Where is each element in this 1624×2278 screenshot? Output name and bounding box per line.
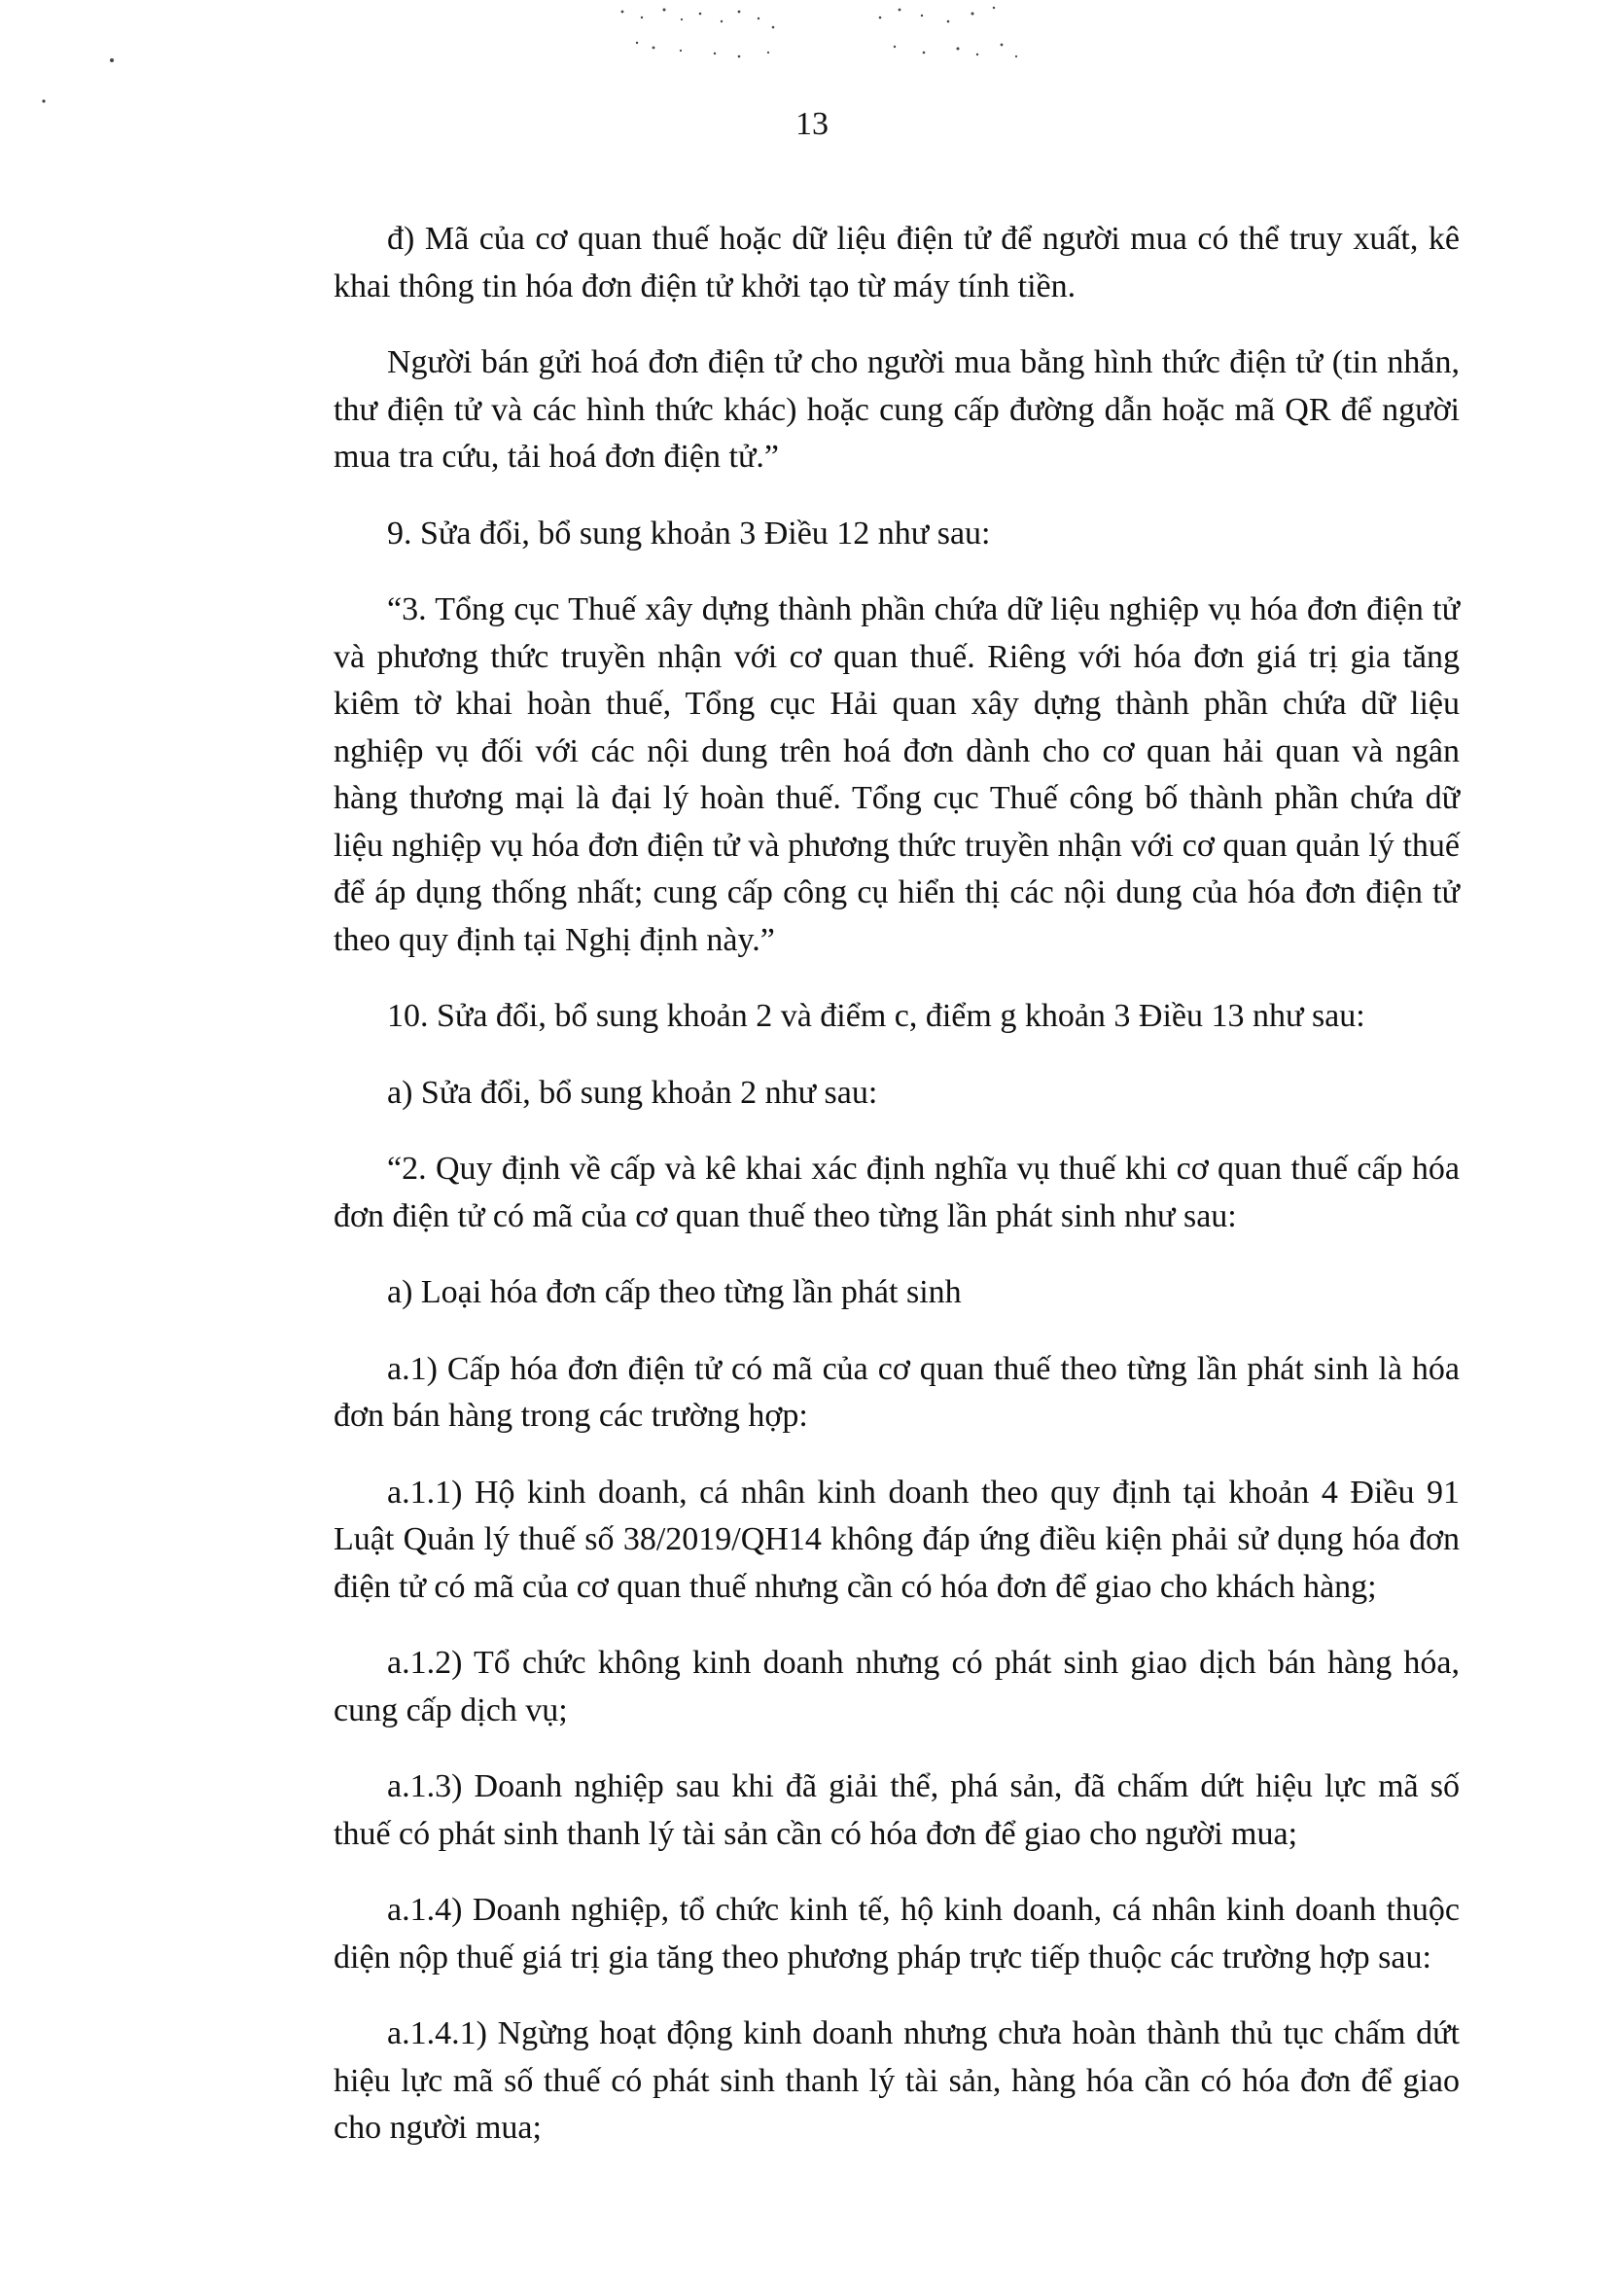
page-number: 13 <box>795 106 829 142</box>
paragraph-a1-2: a.1.2) Tổ chức không kinh doanh nhưng có phát sinh giao dịch bán hàng hóa, cung cấp dịch vụ; <box>334 1645 1460 1728</box>
paragraph-d-tax-code: đ) Mã của cơ quan thuế hoặc dữ liệu điện tử để người mua có thể truy xuất, kê khai thông tin hóa đơn điện tử khởi tạo từ máy tính tiền. <box>334 221 1460 304</box>
paragraph-clause-3: “3. Tổng cục Thuế xây dựng thành phần chứa dữ liệu nghiệp vụ hóa đơn điện tử và phương thức truyền nhận với cơ quan thuế. Riêng với hóa đơn giá trị gia tăng kiêm tờ khai hoàn thuế, Tổng cục Hải quan xây dựng thành phần chứa dữ liệu nghiệp vụ đối với các nội dung trên hoá đơn dành cho cơ quan hải quan và ngân hàng thương mại là đại lý hoàn thuế. Tổng cục Thuế công bố thành phần chứa dữ liệu nghiệp vụ hóa đơn điện tử và phương thức truyền nhận với cơ quan quản lý thuế để áp dụng thống nhất; cung cấp công cụ hiển thị các nội dung của hóa đơn điện tử theo quy định tại Nghị định này.” <box>334 591 1460 958</box>
paragraph-a1: a.1) Cấp hóa đơn điện tử có mã của cơ quan thuế theo từng lần phát sinh là hóa đơn bán hàng trong các trường hợp: <box>334 1350 1460 1434</box>
paragraph-item-10: 10. Sửa đổi, bổ sung khoản 2 và điểm c, điểm g khoản 3 Điều 13 như sau: <box>387 998 1365 1034</box>
paragraph-a1-3: a.1.3) Doanh nghiệp sau khi đã giải thể, phá sản, đã chấm dứt hiệu lực mã số thuế có phát sinh thanh lý tài sản cần có hóa đơn để giao cho người mua; <box>334 1768 1460 1852</box>
paragraph-a1-4-1: a.1.4.1) Ngừng hoạt động kinh doanh nhưng chưa hoàn thành thủ tục chấm dứt hiệu lực mã số thuế có phát sinh thanh lý tài sản, hàng hóa cần có hóa đơn để giao cho người mua; <box>334 2015 1460 2146</box>
document-body <box>334 216 1460 2182</box>
paragraph-seller-sends-invoice: Người bán gửi hoá đơn điện tử cho người mua bằng hình thức điện tử (tin nhắn, thư điện tử và các hình thức khác) hoặc cung cấp đường dẫn hoặc mã QR để người mua tra cứu, tải hoá đơn điện tử.” <box>334 344 1460 475</box>
paragraph-a1-4: a.1.4) Doanh nghiệp, tổ chức kinh tế, hộ kinh doanh, cá nhân kinh doanh thuộc diện nộp thuế giá trị gia tăng theo phương pháp trực tiếp thuộc các trường hợp sau: <box>334 1892 1460 1975</box>
paragraph-a1-1: a.1.1) Hộ kinh doanh, cá nhân kinh doanh theo quy định tại khoản 4 Điều 91 Luật Quản lý thuế số 38/2019/QH14 không đáp ứng điều kiện phải sử dụng hóa đơn điện tử có mã của cơ quan thuế nhưng cần có hóa đơn để giao cho khách hàng; <box>334 1474 1460 1605</box>
paragraph-a-invoice-type: a) Loại hóa đơn cấp theo từng lần phát sinh <box>387 1274 962 1310</box>
paragraph-item-9: 9. Sửa đổi, bổ sung khoản 3 Điều 12 như sau: <box>387 515 991 552</box>
paragraph-clause-2: “2. Quy định về cấp và kê khai xác định nghĩa vụ thuế khi cơ quan thuế cấp hóa đơn điện tử có mã của cơ quan thuế theo từng lần phát sinh như sau: <box>334 1151 1460 1234</box>
paragraph-a-amend-clause-2: a) Sửa đổi, bổ sung khoản 2 như sau: <box>387 1074 878 1111</box>
